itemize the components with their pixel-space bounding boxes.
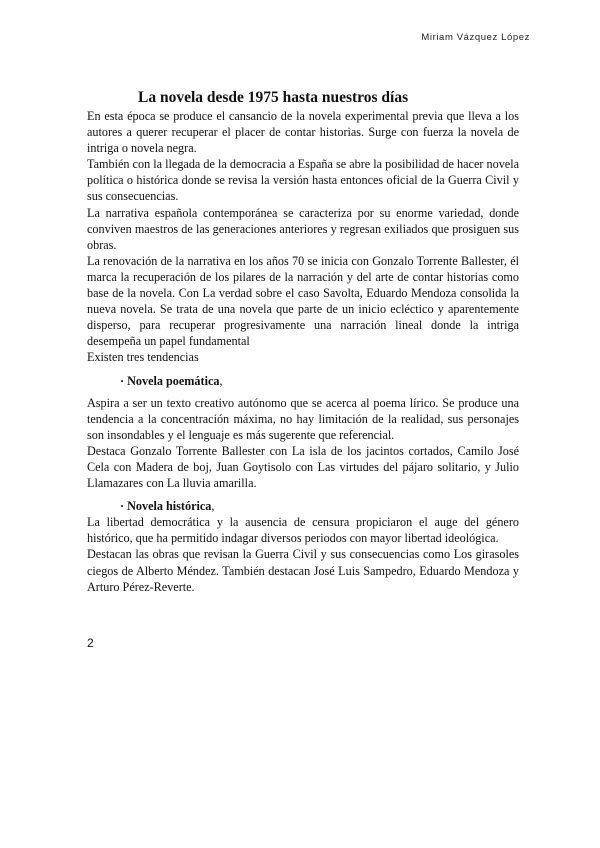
intro-paragraph-2: También con la llegada de la democracia a España se abre la posibilidad de hacer novela política o histórica donde se revisa la versión hasta entonces oficial de la Guerra Civil y sus consecuencias. [87,157,519,204]
section-heading-text: Novela histórica [127,499,212,514]
section-heading-text: Novela poemática [127,373,220,388]
bullet-icon: · [120,499,125,514]
document-body [87,88,519,595]
intro-paragraph-3: La narrativa española contemporánea se caracteriza por su enorme variedad, donde conviven maestros de las generaciones anteriores y regresan exiliados que prosiguen sus obras. [87,205,519,252]
historica-paragraph-1: La libertad democrática y la ausencia de censura propiciaron el auge del género histórico, que ha permitido indagar diversos periodos con mayor libertad ideológica. [87,515,519,546]
bullet-icon: · [120,373,125,388]
section-heading-trail: , [211,499,215,514]
historica-paragraph-2: Destacan las obras que revisan la Guerra Civil y sus consecuencias como Los girasoles ciegos de Alberto Méndez. También destacan José Luis Sampedro, Eduardo Mendoza y Arturo Pérez-Reverte. [87,547,519,594]
page-number: 2 [87,636,94,650]
header-author: Miriam Vázquez López [421,32,530,43]
poematica-paragraph-1: Aspira a ser un texto creativo autónomo que se acerca al poema lírico. Se produce una tendencia a la concentración máxima, no hay limitación de la realidad, sus personajes son insondables y el lenguaje es más sugerente que referencial. [87,395,519,442]
document-title: La novela desde 1975 hasta nuestros días [138,89,409,106]
intro-paragraph-1: En esta época se produce el cansancio de la novela experimental previa que lleva a los autores a querer recuperar el placer de contar historias. Surge con fuerza la novela de intriga o novela negra. [87,109,519,156]
section-heading-poematica [87,373,519,389]
tendencies-intro: Existen tres tendencias [87,350,199,365]
section-heading-trail: , [219,373,223,388]
intro-paragraph-4: La renovación de la narrativa en los años 70 se inicia con Gonzalo Torrente Ballester, él marca la recuperación de los pilares de la narración y del arte de contar historias como base de la novela. Con La verdad sobre el caso Savolta, Eduardo Mendoza consolida la nueva novela. Se trata de una novela que parte de un inicio ecléctico y aparentemente disperso, para recuperar progresivamente una narración lineal donde la intriga desempeña un papel fundamental [87,253,519,349]
poematica-paragraph-2: Destaca Gonzalo Torrente Ballester con La isla de los jacintos cortados, Camilo José Cela con Madera de boj, Juan Goytisolo con Las virtudes del pájaro solitario, y Julio Llamazares con La lluvia amarilla. [87,443,519,491]
section-heading-historica [87,498,519,514]
